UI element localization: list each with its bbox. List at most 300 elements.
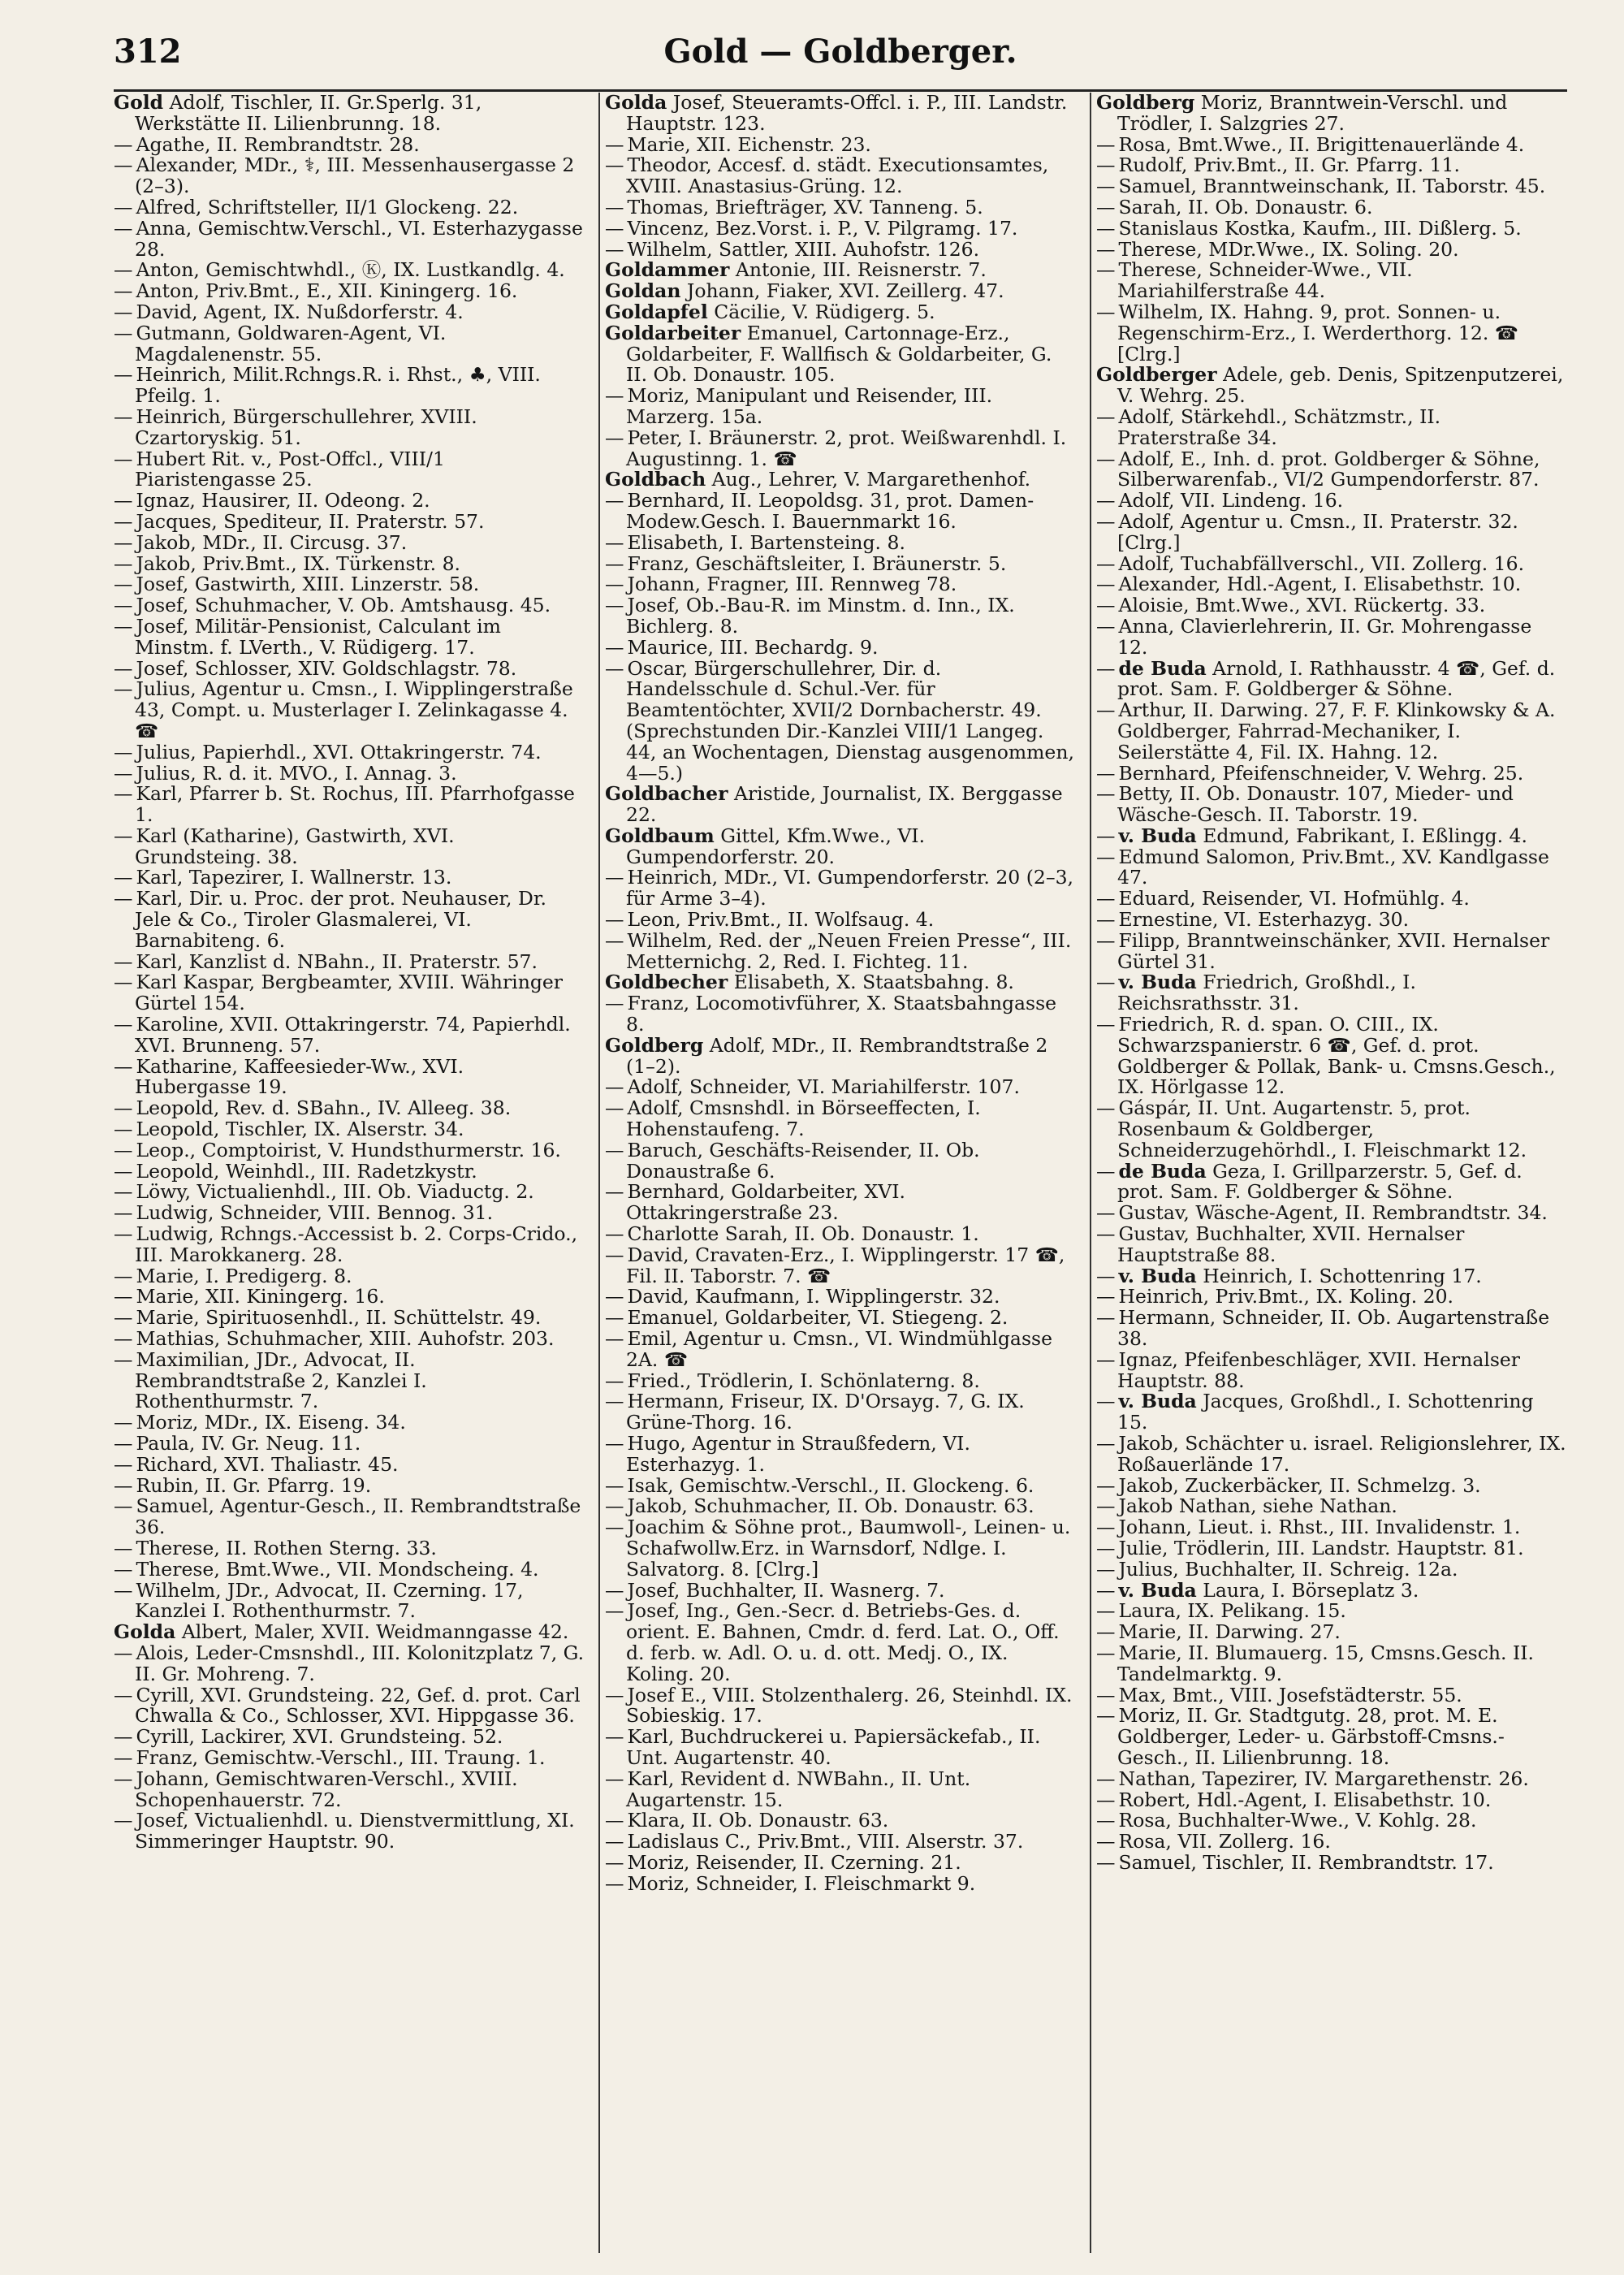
entry-text: Marie, II. Blumauerg. 15, Cmsns.Gesch. II. Tandelmarktg. 9.	[1117, 1641, 1534, 1685]
directory-entry	[605, 428, 1076, 470]
entry-text: Arnold, I. Rathhausstr. 4 ☎, Gef. d. prot. Sam. F. Goldberger & Söhne.	[1117, 656, 1556, 701]
repeat-dash: —	[114, 740, 133, 763]
surname-heading: Goldbaum	[605, 824, 715, 847]
entry-text: Baruch, Geschäfts-Reisender, II. Ob. Donaustraße 6.	[626, 1138, 980, 1183]
directory-entry	[605, 1077, 1076, 1098]
repeat-dash: —	[1096, 1013, 1116, 1036]
entry-text: Wilhelm, IX. Hahng. 9, prot. Sonnen- u. Regenschirm-Erz., I. Werderthorg. 12. ☎ [Clrg.]	[1117, 300, 1519, 365]
repeat-dash: —	[1096, 1285, 1116, 1308]
entry-text: Moriz, II. Gr. Stadtgutg. 28, prot. M. E. Goldberger, Leder- u. Gärbstoff-Cmsns.-Gesch., II. Lilienbrunng. 18.	[1117, 1704, 1505, 1769]
repeat-dash: —	[1096, 300, 1116, 323]
directory-entry	[1096, 910, 1567, 931]
entry-text: Gáspár, II. Unt. Augartenstr. 5, prot. Rosenbaum & Goldberger, Schneiderzugehörhdl., I. Fleischmarkt 12.	[1117, 1096, 1527, 1161]
entry-text: Gustav, Buchhalter, XVII. Hernalser Hauptstraße 88.	[1117, 1222, 1465, 1266]
directory-entry	[114, 574, 585, 595]
repeat-dash: —	[1096, 1704, 1116, 1728]
entry-text: Adolf, Cmsnshdl. in Börseeffecten, I. Hohenstaufeng. 7.	[626, 1096, 981, 1141]
directory-entry	[114, 365, 585, 407]
entry-text: Maurice, III. Bechardg. 9.	[627, 635, 879, 659]
repeat-dash: —	[605, 237, 624, 261]
repeat-dash: —	[1096, 845, 1116, 868]
directory-entry	[114, 218, 585, 261]
directory-entry	[114, 551, 585, 575]
directory-entry	[605, 928, 1076, 973]
directory-entry	[114, 742, 585, 763]
repeat-dash: —	[1096, 1159, 1116, 1183]
repeat-dash: —	[114, 614, 133, 638]
directory-entry	[114, 1643, 585, 1685]
directory-entry	[114, 1161, 585, 1183]
repeat-dash: —	[114, 1683, 133, 1706]
directory-entry	[114, 491, 585, 512]
directory-entry	[1096, 1266, 1567, 1287]
repeat-dash: —	[114, 1411, 133, 1434]
entry-text: Rosa, Bmt.Wwe., II. Brigittenauerlände 4.	[1118, 132, 1525, 156]
entry-text: Josef, Buchhalter, II. Wasnerg. 7.	[627, 1578, 945, 1602]
repeat-dash: —	[1096, 782, 1116, 806]
directory-entry	[114, 281, 585, 302]
repeat-dash: —	[1096, 761, 1116, 785]
entry-text: Fried., Trödlerin, I. Schönlaterng. 8.	[627, 1369, 980, 1392]
entry-text: Laura, I. Börseplatz 3.	[1196, 1578, 1419, 1602]
repeat-dash: —	[605, 1369, 624, 1392]
directory-entry	[114, 1685, 585, 1728]
entry-text: Samuel, Branntweinschank, II. Taborstr. 45.	[1118, 175, 1546, 198]
repeat-dash: —	[1096, 1347, 1116, 1371]
entry-text: Moriz, Manipulant und Reisender, III. Marzerg. 15a.	[626, 384, 993, 428]
entry-text: Moriz, Branntwein-Verschl. und Trödler, I. Salzgries 27.	[1117, 93, 1508, 135]
repeat-dash: —	[114, 1222, 133, 1246]
entry-text: Aristide, Journalist, IX. Berggasse 22.	[626, 782, 1063, 827]
directory-entry	[114, 1578, 585, 1623]
repeat-dash: —	[1096, 1641, 1116, 1664]
repeat-dash: —	[114, 216, 133, 240]
entry-text: Therese, Schneider-Wwe., VII. Mariahilferstraße 44.	[1117, 258, 1413, 303]
directory-entry	[114, 530, 585, 554]
entry-text: Leopold, Rev. d. SBahn., IV. Alleeg. 38.	[136, 1096, 512, 1120]
surname-heading: Goldberg	[1096, 93, 1195, 114]
repeat-dash: —	[605, 1285, 624, 1308]
repeat-dash: —	[114, 1201, 133, 1225]
entry-text: Marie, XII. Eichenstr. 23.	[627, 132, 871, 156]
repeat-dash: —	[1096, 1809, 1116, 1832]
repeat-dash: —	[114, 447, 133, 470]
directory-entry	[605, 260, 1076, 281]
directory-entry	[1096, 763, 1567, 785]
surname-heading: Goldbecher	[605, 971, 728, 994]
entry-text: Mathias, Schuhmacher, XIII. Auhofstr. 203.	[136, 1327, 555, 1351]
entry-text: Cyrill, Lackirer, XVI. Grundsteing. 52.	[136, 1725, 503, 1749]
entry-text: Johann, Fiaker, XVI. Zeillerg. 47.	[680, 279, 1004, 303]
directory-entry	[605, 1182, 1076, 1224]
repeat-dash: —	[605, 1850, 624, 1874]
directory-entry	[605, 784, 1076, 826]
repeat-dash: —	[1096, 1620, 1116, 1644]
entry-text: Heinrich, I. Schottenring 17.	[1196, 1264, 1482, 1287]
directory-entry	[605, 993, 1076, 1036]
directory-entry	[114, 1347, 585, 1413]
repeat-dash: —	[605, 1871, 624, 1895]
entry-text: Friedrich, Großhdl., I. Reichsrathsstr. 31.	[1117, 971, 1416, 1015]
entry-text: Cyrill, XVI. Grundsteing. 22, Gef. d. prot. Carl Chwalla & Co., Schlosser, XVI. Hippgasse 36.	[135, 1683, 581, 1728]
repeat-dash: —	[1096, 216, 1116, 240]
repeat-dash: —	[1096, 1830, 1116, 1853]
repeat-dash: —	[1096, 154, 1116, 177]
directory-entry	[605, 1871, 1076, 1895]
repeat-dash: —	[605, 195, 624, 218]
repeat-dash: —	[1096, 887, 1116, 910]
entry-text: Alfred, Schriftsteller, II/1 Glockeng. 22.	[136, 195, 519, 218]
entry-text: Julius, Buchhalter, II. Schreig. 12a.	[1118, 1557, 1458, 1581]
header-rule	[114, 89, 1567, 92]
repeat-dash: —	[1096, 1473, 1116, 1497]
repeat-dash: —	[114, 1347, 133, 1371]
entry-text: Wilhelm, Sattler, XIII. Auhofstr. 126.	[627, 237, 980, 261]
repeat-dash: —	[605, 384, 624, 408]
repeat-dash: —	[1096, 1683, 1116, 1706]
repeat-dash: —	[1096, 509, 1116, 533]
directory-entry	[605, 1578, 1076, 1602]
repeat-dash: —	[114, 1725, 133, 1749]
directory-entry	[114, 509, 585, 533]
entry-text: Edmund Salomon, Priv.Bmt., XV. Kandlgasse 47.	[1117, 845, 1549, 889]
repeat-dash: —	[114, 1118, 133, 1141]
directory-entry	[605, 218, 1076, 240]
directory-entry	[114, 763, 585, 785]
entry-text: Nathan, Tapezirer, IV. Margarethenstr. 26.	[1118, 1767, 1529, 1790]
directory-entry	[1096, 1473, 1567, 1497]
entry-text: Julius, Papierhdl., XVI. Ottakringerstr. 74.	[136, 740, 542, 763]
repeat-dash: —	[1096, 1264, 1116, 1287]
repeat-dash: —	[114, 489, 133, 513]
directory-entry	[114, 972, 585, 1014]
repeat-dash: —	[114, 1578, 133, 1602]
entry-text: Ernestine, VI. Esterhazyg. 30.	[1118, 908, 1410, 932]
entry-text: Marie, Spirituosenhdl., II. Schüttelstr. 49.	[136, 1306, 542, 1330]
entry-text: Adele, geb. Denis, Spitzenputzerei, V. Wehrg. 25.	[1117, 363, 1564, 408]
directory-entry	[1096, 595, 1567, 616]
surname-heading: Goldan	[605, 279, 681, 303]
entry-text: Josef, Militär-Pensionist, Calculant im Minstm. f. LVerth., V. Rüdigerg. 17.	[135, 614, 501, 659]
repeat-dash: —	[605, 1075, 624, 1099]
repeat-dash: —	[114, 677, 133, 701]
directory-entry	[114, 1745, 585, 1769]
repeat-dash: —	[605, 1390, 624, 1413]
repeat-dash: —	[605, 992, 624, 1015]
directory-entry	[605, 656, 1076, 785]
entry-text: Oscar, Bürgerschullehrer, Dir. d. Handelsschule d. Schul.-Ver. für Beamtentöchter, XVII/2 Dornbacherstr. 49. (Sprechstunden Dir.-Kanzlei VIII/1 Langeg. 44, an Wochentagen, Dienstag ausgenommen, 4—5.)	[626, 656, 1074, 785]
repeat-dash: —	[605, 635, 624, 659]
repeat-dash: —	[114, 1767, 133, 1790]
column-2	[605, 93, 1076, 2261]
repeat-dash: —	[114, 1159, 133, 1183]
directory-entry	[114, 302, 585, 323]
directory-entry	[114, 1308, 585, 1329]
directory-entry	[605, 595, 1076, 638]
repeat-dash: —	[605, 573, 624, 596]
repeat-dash: —	[1096, 1096, 1116, 1120]
directory-entry	[605, 1098, 1076, 1140]
directory-entry	[605, 155, 1076, 197]
repeat-dash: —	[1096, 908, 1116, 932]
directory-entry	[114, 1054, 585, 1099]
entry-text: Ladislaus C., Priv.Bmt., VIII. Alserstr. 37.	[627, 1830, 1024, 1853]
repeat-dash: —	[114, 1096, 133, 1120]
directory-entry	[605, 1033, 1076, 1078]
directory-entry	[1096, 218, 1567, 240]
directory-entry	[1096, 1810, 1567, 1832]
directory-entry	[605, 93, 1076, 135]
directory-entry	[1096, 1203, 1567, 1224]
entry-text: Wilhelm, Red. der „Neuen Freien Presse“, III. Metternichg. 2, Red. I. Fichteg. 11.	[626, 928, 1072, 973]
directory-entry	[114, 826, 585, 868]
entry-text: Adolf, Tischler, II. Gr.Sperlg. 31, Werkstätte II. Lilienbrunng. 18.	[135, 93, 482, 135]
directory-entry	[605, 132, 1076, 156]
directory-entry	[1096, 1832, 1567, 1853]
directory-entry	[1096, 1769, 1567, 1790]
entry-text: Karl, Buchdruckerei u. Papiersäckefab., II. Unt. Augartenstr. 40.	[626, 1725, 1041, 1769]
entry-text: Leop., Comptoirist, V. Hundsthurmerstr. 16.	[136, 1138, 561, 1161]
entry-text: Max, Bmt., VIII. Josefstädterstr. 55.	[1118, 1683, 1462, 1706]
directory-entry	[1096, 302, 1567, 365]
entry-text: Anna, Clavierlehrerin, II. Gr. Mohrengasse 12.	[1117, 614, 1532, 659]
repeat-dash: —	[605, 1830, 624, 1853]
directory-entry	[1096, 1601, 1567, 1622]
noble-predicate: v. Buda	[1118, 1578, 1197, 1602]
repeat-dash: —	[114, 1536, 133, 1559]
directory-entry	[605, 1245, 1076, 1287]
directory-entry	[1096, 176, 1567, 197]
repeat-dash: —	[1096, 1578, 1116, 1602]
entry-text: Emanuel, Goldarbeiter, VI. Stiegeng. 2.	[627, 1306, 1009, 1330]
entry-text: Therese, MDr.Wwe., IX. Soling. 20.	[1118, 237, 1459, 261]
repeat-dash: —	[605, 866, 624, 889]
directory-entry	[114, 949, 585, 973]
entry-text: Heinrich, Priv.Bmt., IX. Koling. 20.	[1118, 1285, 1454, 1308]
repeat-dash: —	[114, 1809, 133, 1832]
entry-text: Josef, Gastwirth, XIII. Linzerstr. 58.	[136, 573, 480, 596]
entry-text: Eduard, Reisender, VI. Hofmühlg. 4.	[1118, 887, 1470, 910]
repeat-dash: —	[114, 1641, 133, 1664]
repeat-dash: —	[1096, 489, 1116, 513]
directory-entry	[605, 867, 1076, 910]
entry-text: Anna, Gemischtw.Verschl., VI. Esterhazygasse 28.	[135, 216, 583, 261]
repeat-dash: —	[1096, 195, 1116, 218]
entry-text: Bernhard, Goldarbeiter, XVI. Ottakringerstraße 23.	[626, 1180, 905, 1225]
directory-entry	[1096, 237, 1567, 261]
entry-text: Leon, Priv.Bmt., II. Wolfsaug. 4.	[627, 908, 935, 932]
repeat-dash: —	[605, 656, 624, 680]
repeat-dash: —	[1096, 1222, 1116, 1246]
entry-text: Adolf, Tuchabfällverschl., VII. Zollerg. 16.	[1118, 551, 1525, 575]
repeat-dash: —	[605, 1683, 624, 1706]
repeat-dash: —	[114, 1494, 133, 1518]
directory-entry	[605, 1832, 1076, 1853]
directory-entry	[114, 1473, 585, 1497]
directory-entry	[1096, 700, 1567, 763]
entry-text: Heinrich, MDr., VI. Gumpendorferstr. 20 (2–3, für Arme 3–4).	[626, 866, 1073, 910]
directory-entry	[1096, 449, 1567, 491]
repeat-dash: —	[1096, 573, 1116, 596]
directory-entry	[114, 1559, 585, 1581]
entry-text: Emil, Agentur u. Cmsn., VI. Windmühlgasse 2A. ☎	[626, 1327, 1052, 1371]
column-divider	[598, 93, 600, 2253]
entry-text: Samuel, Tischler, II. Rembrandtstr. 17.	[1118, 1850, 1494, 1874]
repeat-dash: —	[114, 509, 133, 533]
entry-text: Albert, Maler, XVII. Weidmanngasse 42.	[175, 1620, 569, 1644]
entry-text: Rubin, II. Gr. Pfarrg. 19.	[136, 1473, 372, 1497]
entry-text: Aloisie, Bmt.Wwe., XVI. Rückertg. 33.	[1118, 594, 1486, 617]
entry-text: Cäcilie, V. Rüdigerg. 5.	[707, 300, 935, 323]
repeat-dash: —	[114, 1327, 133, 1351]
directory-entry	[1096, 1434, 1567, 1476]
repeat-dash: —	[1096, 1516, 1116, 1539]
directory-entry	[1096, 491, 1567, 512]
repeat-dash: —	[114, 132, 133, 156]
directory-entry	[114, 260, 585, 281]
repeat-dash: —	[1096, 1850, 1116, 1874]
noble-predicate: v. Buda	[1118, 971, 1197, 994]
directory-entry	[1096, 784, 1567, 826]
directory-entry	[114, 323, 585, 365]
entry-text: Anton, Gemischtwhdl., Ⓚ, IX. Lustkandlg. 4.	[136, 258, 565, 282]
directory-entry	[605, 1224, 1076, 1245]
entry-text: Karoline, XVII. Ottakringerstr. 74, Papierhdl. XVI. Brunneng. 57.	[135, 1013, 571, 1057]
directory-entry	[1096, 404, 1567, 449]
directory-entry	[605, 323, 1076, 386]
directory-entry	[605, 491, 1076, 533]
surname-heading: Goldammer	[605, 258, 730, 282]
entry-text: Johann, Fragner, III. Rennweg 78.	[627, 573, 957, 596]
directory-entry	[1096, 1161, 1567, 1204]
directory-entry	[114, 1727, 585, 1748]
repeat-dash: —	[114, 782, 133, 806]
entry-text: Sarah, II. Ob. Donaustr. 6.	[1118, 195, 1373, 218]
entry-text: Laura, IX. Pelikang. 15.	[1118, 1599, 1346, 1623]
repeat-dash: —	[605, 1516, 624, 1539]
repeat-dash: —	[1096, 824, 1116, 847]
entry-text: Jakob, Schächter u. israel. Religionslehrer, IX. Roßauerlände 17.	[1117, 1432, 1566, 1476]
repeat-dash: —	[605, 1494, 624, 1518]
repeat-dash: —	[1096, 1306, 1116, 1330]
directory-entry	[114, 616, 585, 659]
directory-entry	[1096, 1347, 1567, 1392]
directory-entry	[1096, 132, 1567, 156]
directory-entry	[605, 1371, 1076, 1392]
entry-text: Adolf, Schneider, VI. Mariahilferstr. 107.	[627, 1075, 1020, 1099]
entry-text: Karl, Dir. u. Proc. der prot. Neuhauser, Dr. Jele & Co., Tiroler Glasmalerei, VI. Barnabiteng. 6.	[135, 887, 546, 952]
entry-text: Josef, Steueramts-Offcl. i. P., III. Landstr. Hauptstr. 123.	[626, 93, 1068, 135]
repeat-dash: —	[605, 1809, 624, 1832]
repeat-dash: —	[605, 1767, 624, 1790]
entry-text: Alexander, MDr., ⚕, III. Messenhausergasse 2 (2–3).	[135, 154, 575, 198]
directory-entry	[605, 1473, 1076, 1497]
entry-text: Josef, Ing., Gen.-Secr. d. Betriebs-Ges. d. orient. E. Bahnen, Cmdr. d. ferd. Lat. O., Off. d. ferb. w. Adl. O. u. d. ott. Medj. O., IX. Koling. 20.	[626, 1599, 1060, 1685]
repeat-dash: —	[114, 363, 133, 387]
entry-text: Julius, R. d. it. MVO., I. Annag. 3.	[136, 761, 457, 785]
directory-entry	[605, 574, 1076, 595]
repeat-dash: —	[114, 1138, 133, 1161]
directory-entry	[605, 386, 1076, 428]
repeat-dash: —	[605, 1243, 624, 1266]
entry-text: Paula, IV. Gr. Neug. 11.	[136, 1432, 361, 1455]
repeat-dash: —	[1096, 614, 1116, 638]
entry-text: Hugo, Agentur in Straußfedern, VI. Esterhazyg. 1.	[626, 1432, 970, 1476]
entry-text: Heinrich, Bürgerschullehrer, XVIII. Czartoryskig. 51.	[135, 404, 477, 449]
entry-text: Karl, Kanzlist d. NBahn., II. Praterstr. 57.	[136, 949, 538, 973]
entry-text: Bernhard, II. Leopoldsg. 31, prot. Damen-Modew.Gesch. I. Bauernmarkt 16.	[626, 489, 1034, 533]
repeat-dash: —	[114, 1180, 133, 1204]
repeat-dash: —	[114, 656, 133, 680]
directory-entry	[1096, 889, 1567, 910]
entry-text: Ignaz, Pfeifenbeschläger, XVII. Hernalser Hauptstr. 88.	[1117, 1347, 1521, 1392]
repeat-dash: —	[1096, 1390, 1116, 1413]
noble-predicate: v. Buda	[1118, 1264, 1197, 1287]
entry-text: Johann, Lieut. i. Rhst., III. Invalidenstr. 1.	[1118, 1516, 1521, 1539]
directory-entry	[605, 469, 1076, 491]
directory-entry	[605, 281, 1076, 302]
directory-entry	[1096, 1391, 1567, 1434]
directory-entry	[114, 1538, 585, 1559]
entry-text: Alois, Leder-Cmsnshdl., III. Kolonitzplatz 7, G. II. Gr. Mohreng. 7.	[135, 1641, 585, 1685]
entry-text: Franz, Locomotivführer, X. Staatsbahngasse 8.	[626, 992, 1057, 1036]
directory-entry	[605, 1769, 1076, 1811]
repeat-dash: —	[114, 1054, 133, 1078]
entry-text: Vincenz, Bez.Vorst. i. P., V. Pilgramg. 17.	[627, 216, 1018, 240]
repeat-dash: —	[605, 928, 624, 952]
directory-entry	[1096, 1287, 1567, 1308]
repeat-dash: —	[605, 908, 624, 932]
directory-entry	[1096, 574, 1567, 595]
entry-text: Jakob, Priv.Bmt., IX. Türkenstr. 8.	[136, 551, 461, 575]
directory-entry	[1096, 197, 1567, 218]
entry-text: Josef, Victualienhdl. u. Dienstvermittlung, XI. Simmeringer Hauptstr. 90.	[135, 1809, 575, 1853]
directory-entry	[1096, 365, 1567, 407]
repeat-dash: —	[605, 1096, 624, 1120]
entry-text: Isak, Gemischtw.-Verschl., II. Glockeng. 6.	[627, 1473, 1034, 1497]
directory-entry	[114, 1810, 585, 1853]
repeat-dash: —	[114, 1285, 133, 1308]
repeat-dash: —	[1096, 1536, 1116, 1559]
surname-heading: Goldbacher	[605, 782, 728, 806]
directory-entry	[114, 679, 585, 742]
repeat-dash: —	[605, 1138, 624, 1161]
repeat-dash: —	[605, 1578, 624, 1602]
repeat-dash: —	[114, 530, 133, 554]
repeat-dash: —	[605, 594, 624, 617]
repeat-dash: —	[1096, 132, 1116, 156]
repeat-dash: —	[114, 1306, 133, 1330]
directory-entry	[605, 1810, 1076, 1832]
surname-heading: Gold	[114, 93, 164, 114]
entry-text: Rudolf, Priv.Bmt., II. Gr. Pfarrg. 11.	[1118, 154, 1460, 177]
repeat-dash: —	[605, 216, 624, 240]
directory-entry	[1096, 1496, 1567, 1517]
entry-text: Leopold, Tischler, IX. Alserstr. 34.	[136, 1118, 464, 1141]
directory-entry	[1096, 1517, 1567, 1538]
repeat-dash: —	[605, 132, 624, 156]
page-header	[114, 29, 1567, 86]
entry-text: Leopold, Weinhdl., III. Radetzkystr.	[136, 1159, 477, 1183]
repeat-dash: —	[1096, 1201, 1116, 1225]
surname-heading: Golda	[605, 93, 667, 114]
entry-text: Friedrich, R. d. span. O. CIII., IX. Schwarzspanierstr. 6 ☎, Gef. d. prot. Goldberger & Pollak, Bank- u. Cmsns.Gesch., IX. Hörlgasse 12.	[1117, 1013, 1556, 1099]
directory-entry	[605, 302, 1076, 323]
directory-entry	[114, 656, 585, 680]
repeat-dash: —	[114, 761, 133, 785]
repeat-dash: —	[1096, 594, 1116, 617]
repeat-dash: —	[605, 154, 624, 177]
